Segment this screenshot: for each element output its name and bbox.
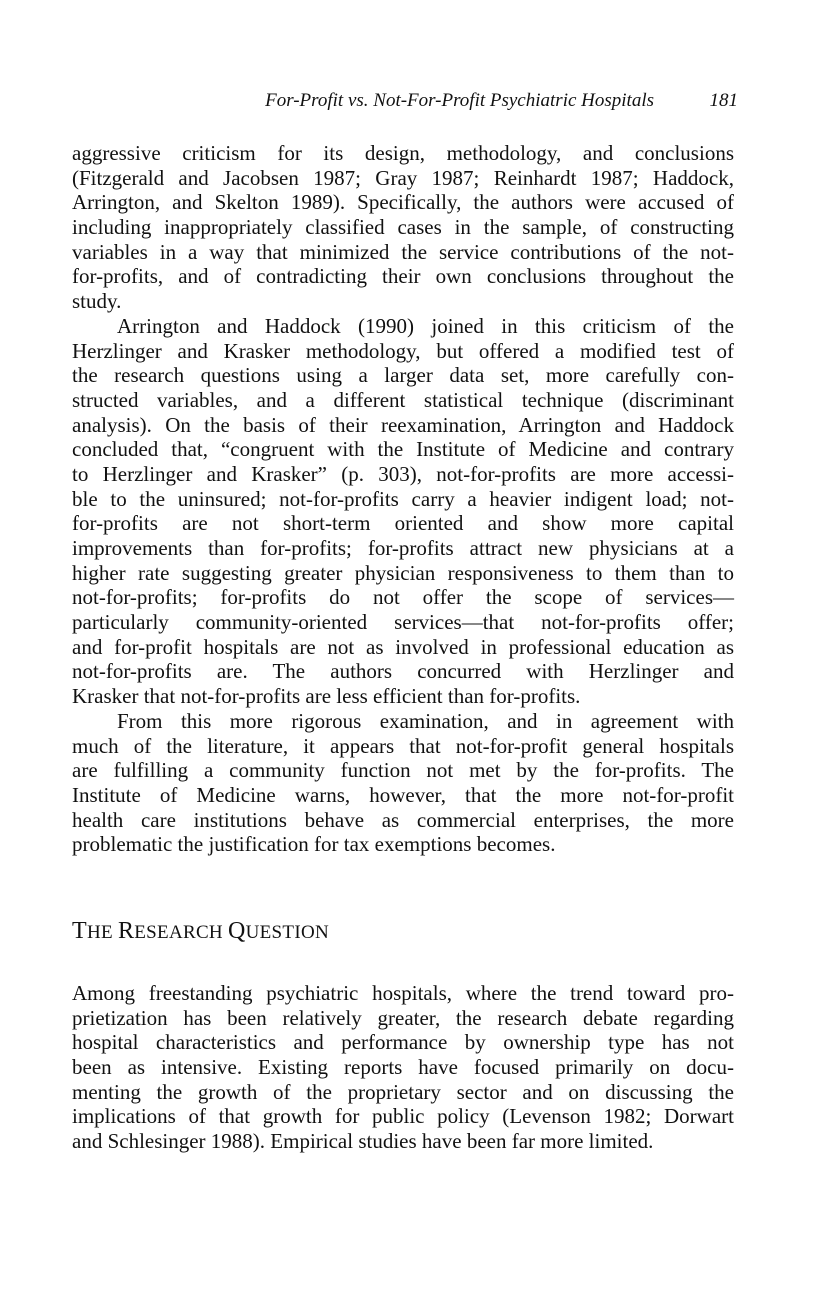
text-line: for-profits are not short-term oriented and show more capital bbox=[72, 511, 734, 536]
heading-smallcaps: UESTION bbox=[245, 922, 329, 943]
heading-smallcaps: HE bbox=[86, 922, 118, 943]
text-line: Arrington and Haddock (1990) joined in this criticism of the bbox=[117, 313, 734, 338]
text-line: are fulfilling a community function not met by the for-profits. The bbox=[72, 758, 734, 783]
text-line: not-for-profits are. The authors concurred with Herzlinger and bbox=[72, 659, 734, 684]
text-line: been as intensive. Existing reports have focused primarily on docu- bbox=[72, 1055, 734, 1080]
text-line: Among freestanding psychiatric hospitals, where the trend toward pro- bbox=[72, 981, 734, 1005]
text-line: Herzlinger and Krasker methodology, but offered a modified test of bbox=[72, 338, 734, 363]
paragraph bbox=[72, 981, 734, 1154]
paragraph bbox=[72, 709, 734, 857]
body-text-upper bbox=[72, 141, 734, 857]
text-line: for-profits, and of contradicting their own conclusions throughout the bbox=[72, 264, 734, 289]
heading-cap: T bbox=[72, 918, 87, 944]
paragraph bbox=[72, 141, 734, 314]
text-line: to Herzlinger and Krasker” (p. 303), not-for-profits are more accessi- bbox=[72, 461, 734, 486]
text-line: including inappropriately classified cases in the sample, of constructing bbox=[72, 215, 734, 240]
text-line: not-for-profits; for-profits do not offer the scope of services— bbox=[72, 585, 734, 610]
text-line: the research questions using a larger data set, more carefully con- bbox=[72, 363, 734, 388]
text-line: Arrington, and Skelton 1989). Specifically, the authors were accused of bbox=[72, 190, 734, 215]
text-line: implications of that growth for public policy (Levenson 1982; Dorwart bbox=[72, 1104, 734, 1129]
text-line: (Fitzgerald and Jacobsen 1987; Gray 1987; Reinhardt 1987; Haddock, bbox=[72, 165, 734, 190]
running-head bbox=[72, 90, 738, 116]
section-heading bbox=[72, 918, 329, 945]
text-line: concluded that, “congruent with the Institute of Medicine and contrary bbox=[72, 437, 734, 462]
heading-cap: Q bbox=[227, 918, 246, 944]
text-line: study. bbox=[72, 289, 122, 314]
text-line: health care institutions behave as commercial enterprises, the more bbox=[72, 807, 734, 832]
text-line: hospital characteristics and performance by ownership type has not bbox=[72, 1030, 734, 1055]
text-line: problematic the justification for tax exemptions becomes. bbox=[72, 832, 556, 857]
text-line: prietization has been relatively greater, the research debate regarding bbox=[72, 1005, 734, 1030]
text-line: From this more rigorous examination, and in agreement with bbox=[117, 708, 734, 733]
text-line: ble to the uninsured; not-for-profits carry a heavier indigent load; not- bbox=[72, 486, 734, 511]
text-line: much of the literature, it appears that not-for-profit general hospitals bbox=[72, 733, 734, 758]
body-text-section bbox=[72, 981, 734, 1154]
text-line: higher rate suggesting greater physician responsiveness to them than to bbox=[72, 560, 734, 585]
text-line: particularly community-oriented services—that not-for-profits offer; bbox=[72, 610, 734, 635]
page-number: 181 bbox=[709, 90, 738, 111]
text-line: Institute of Medicine warns, however, that the more not-for-profit bbox=[72, 782, 734, 807]
text-line: analysis). On the basis of their reexamination, Arrington and Haddock bbox=[72, 412, 734, 437]
text-line: structed variables, and a different statistical technique (discriminant bbox=[72, 387, 734, 412]
text-line: improvements than for-profits; for-profits attract new physicians at a bbox=[72, 536, 734, 560]
running-head-title: For-Profit vs. Not-For-Profit Psychiatric Hospitals bbox=[265, 90, 654, 111]
text-line: menting the growth of the proprietary sector and on discussing the bbox=[72, 1079, 734, 1104]
text-line: aggressive criticism for its design, methodology, and conclusions bbox=[72, 141, 734, 165]
heading-smallcaps: ESEARCH bbox=[134, 922, 228, 943]
text-line: Krasker that not-for-profits are less efficient than for-profits. bbox=[72, 684, 581, 709]
paragraph bbox=[72, 314, 734, 709]
text-line: variables in a way that minimized the service contributions of the not- bbox=[72, 239, 734, 264]
text-line: and for-profit hospitals are not as involved in professional education as bbox=[72, 634, 734, 659]
text-line: and Schlesinger 1988). Empirical studies have been far more limited. bbox=[72, 1129, 654, 1154]
heading-cap: R bbox=[117, 918, 135, 944]
